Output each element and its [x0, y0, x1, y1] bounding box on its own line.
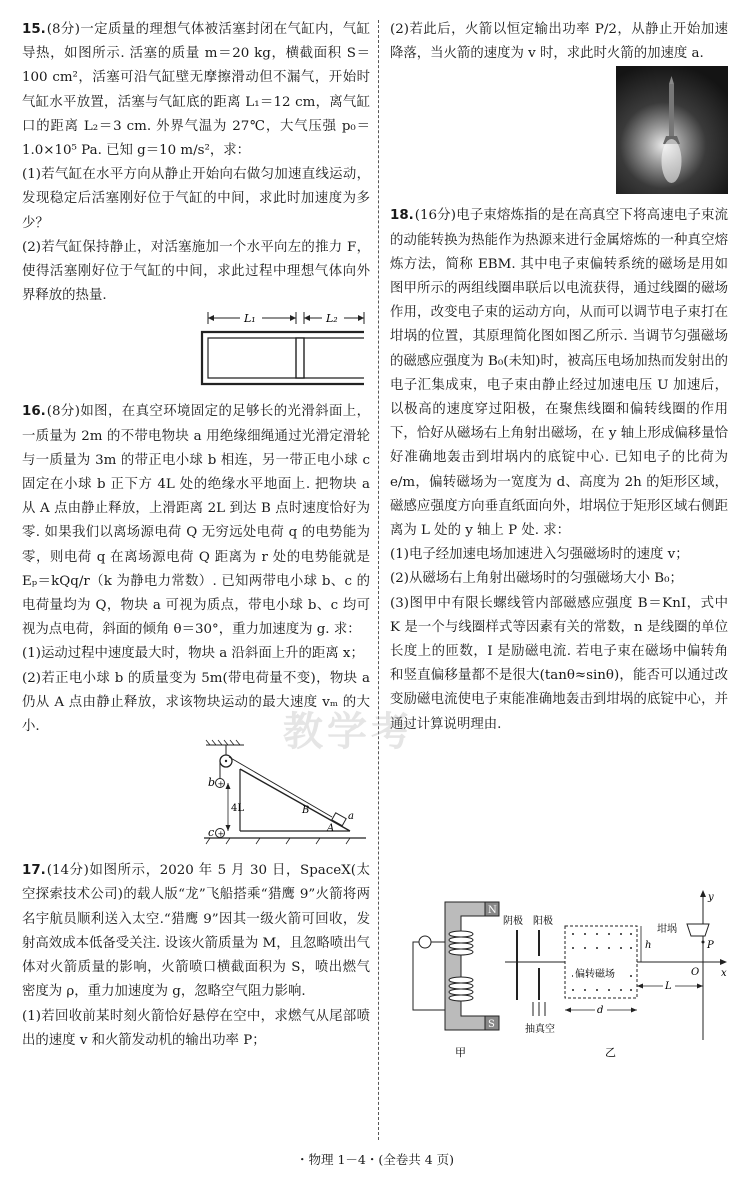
question-17-continued — [390, 18, 728, 194]
question-18 — [390, 204, 728, 736]
sub-question-1: (1)若回收前某时刻火箭恰好悬停在空中，求燃气从尾部喷出的速度 v 和火箭发动机的输出功率 P； — [22, 1008, 370, 1048]
label-c: c — [208, 826, 215, 840]
label-b: b — [208, 776, 216, 790]
label-L: L — [665, 981, 672, 992]
label-4L: 4L — [231, 803, 245, 815]
column-divider — [378, 20, 379, 1140]
question-stem: (16分)电子束熔炼指的是在高真空下将高速电子束流的动能转换为热能作为热源来进行金属熔炼的一种真空熔炼方法，简称 EBM. 其中电子束偏转系统的磁场是用如图甲所示的两组线圈串联后以电流获得，通过线圈的磁场作用，改变电子束的运动方向，从而可以调节电子束打在坩埚的位置，其原理简化图如图乙所示. 当调节匀强磁场的磁感应强度为 B₀(未知)时，被高压电场加热而发射出的电子汇集成束，电子束由静止经过加速电压 U 加速后，以极高的速度穿过阳极，在聚焦线圈和偏转线圈的作用下，恰好从磁场右上角射出磁场，在 y 轴上形成偏移量恰好准确地轰击到坩埚内的底锭中心. 已知电子的比荷为 e/m，偏转磁场为一宽度为 d、高度为 2h 的矩形区域，磁感应强度方向垂直纸面向外，坩埚位于矩形区域右侧距离为 L 处的 y 轴上 P 处. 求： — [390, 208, 728, 539]
label-y: y — [708, 892, 714, 903]
question-stem: (14分)如图所示，2020 年 5 月 30 日，SpaceX(太空探索技术公司)的载人版“龙”飞船搭乘“猎鹰 9”火箭将两名宇航员顺利送入太空.“猎鹰 9”因其一级火箭可回收，发射高效成本低备受关注. 设该火箭质量为 M，且忽略喷出气体对火箭质量的影响，火箭喷口横截面积为 S，喷出燃气密度为 ρ，重力加速度为 g，忽略空气阻力影响. — [22, 863, 370, 1000]
label-P: P — [707, 940, 714, 951]
figure-yi — [503, 890, 727, 1059]
sub-question-2: (2)从磁场右上角射出磁场时的匀强磁场大小 B₀； — [390, 571, 683, 587]
sub-question-1: (1)若气缸在水平方向从静止开始向右做匀加速直线运动，发现稳定后活塞刚好位于气缸的中间，求此时加速度为多少？ — [22, 167, 370, 231]
label-field: 偏转磁场 — [575, 969, 615, 980]
label-yi: 乙 — [605, 1046, 616, 1059]
watermark: 教学考 — [283, 709, 415, 755]
figure-jia — [413, 902, 499, 1059]
label-x: x — [721, 968, 727, 979]
label-vacuum: 抽真空 — [525, 1024, 555, 1035]
label-A: A — [327, 823, 335, 835]
question-stem: (8分)一定质量的理想气体被活塞封闭在气缸内，气缸导热，如图所示. 活塞的质量 m＝20 kg，横截面积 S＝100 cm²，活塞可沿气缸壁无摩擦滑动但不漏气，开始时气缸水平放置，活塞与气缸底的距离 L₁＝12 cm，离气缸口的距离 L₂＝3 cm. 外界气温为 27℃，大气压强 p₀＝1.0×10⁵ Pa. 已知 g＝10 m/s²，求： — [22, 22, 370, 159]
page-footer: ・物理 1－4・(全卷共 4 页) — [295, 1152, 455, 1167]
label-d: d — [597, 1005, 604, 1016]
sub-question-2: (2)若正电小球 b 的质量变为 5m(带电荷量不变)，物块 a 仍从 A 点由静止释放，求该物块运动的最大速度 vₘ 的大小. — [22, 670, 370, 735]
label-crucible: 坩埚 — [657, 924, 677, 935]
question-number: 18. — [390, 208, 414, 224]
sub-question-3: (3)图甲中有限长螺线管内部磁感应强度 B＝KnI，式中 K 是一个与线圈样式等因素有关的常数，n 是线圈的单位长度上的匝数，I 是励磁电流. 若电子束在磁场中偏转角和竖直偏移量都不是很大(tanθ≈sinθ)，能否可以通过改变励磁电流使电子束能准确地轰击到坩埚的底锭中心，并通过计算说明理由. — [390, 595, 728, 732]
label-L1: L₁ — [244, 312, 256, 326]
sub-question-1: (1)运动过程中速度最大时，物块 a 沿斜面上升的距离 x； — [22, 646, 364, 662]
left-column — [22, 18, 370, 1053]
sub-question-2: (2)若气缸保持静止，对活塞施加一个水平向左的推力 F，使得活塞刚好位于气缸的中间，求此过程中理想气体向外界释放的热量. — [22, 239, 370, 304]
piston — [296, 338, 304, 378]
question-number: 15. — [22, 22, 46, 37]
label-jia: 甲 — [455, 1046, 466, 1059]
label-h: h — [645, 940, 652, 951]
sub-question-1: (1)电子经加速电场加速进入匀强磁场时的速度 v； — [390, 547, 689, 563]
rocket-photo — [616, 66, 728, 194]
svg-text:+: + — [217, 779, 225, 789]
svg-text:+: + — [217, 829, 225, 839]
question-stem: (8分)如图，在真空环境固定的足够长的光滑斜面上，一质量为 2m 的不带电物块 a 用绝缘细绳通过光滑定滑轮与一质量为 3m 的带正电小球 b 相连，另一带正电小球 c 固定在小球 b 正下方 4L 处的绝缘水平地面上. 把物块 a 从 A 点由静止释放，上滑距离 2L 到达 B 点时速度恰好为零. 如果我们以离场源电荷 Q 无穷远处电荷 q 的电势能为零，则电荷 q 在离场源电荷 Q 距离为 r 处的电势能就是 Eₚ＝kQq/r（k 为静电力常数）. 已知两带电小球 b、c 的电荷量均为 Q，物块 a 可视为质点，带电小球 b、c 均可视为点电荷，斜面的倾角 θ＝30°，重力加速度为 g. 求： — [22, 404, 370, 638]
label-a: a — [348, 811, 354, 823]
cylinder-piston-figure — [200, 308, 370, 390]
label-S: S — [488, 1019, 495, 1030]
right-column — [390, 18, 728, 737]
question-number: 17. — [22, 863, 46, 879]
label-L2: L₂ — [326, 312, 338, 326]
label-O: O — [691, 967, 700, 978]
magnetic-field-region — [565, 926, 637, 998]
label-cathode: 阴极 — [503, 916, 523, 927]
question-17 — [22, 859, 370, 1053]
question-number: 16. — [22, 404, 46, 420]
label-anode: 阳极 — [533, 916, 553, 927]
label-N: N — [488, 905, 497, 916]
sub-question-2: (2)若此后，火箭以恒定输出功率 P/2，从静止开始加速降落，当火箭的速度为 v 时，求此时火箭的加速度 a. — [390, 22, 728, 62]
question-16 — [22, 400, 370, 849]
question-15 — [22, 18, 370, 390]
electron-beam-figure — [405, 890, 735, 1130]
label-B: B — [302, 805, 310, 817]
